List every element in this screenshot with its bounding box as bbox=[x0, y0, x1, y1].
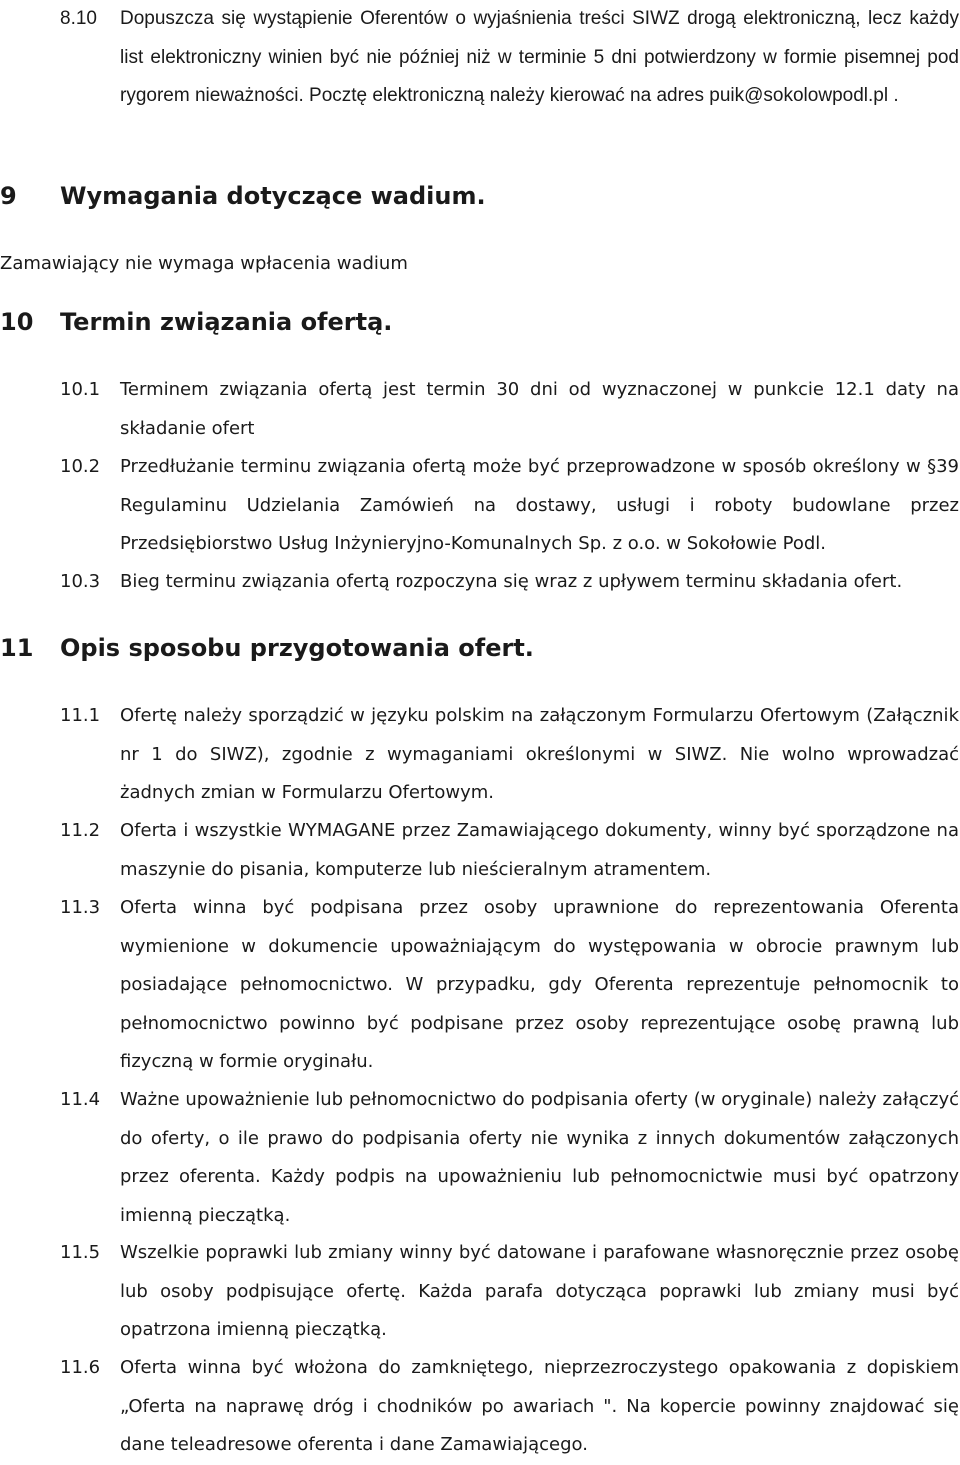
paragraph-text: Wszelkie poprawki lub zmiany winny być datowane i parafowane własnoręcznie przez osobę lub osoby podpisujące ofertę. Każda parafa dotycząca poprawki lub zmiany musi być opatrzona imienną pieczątką. bbox=[120, 1242, 959, 1340]
section-number: 9 bbox=[0, 182, 17, 210]
paragraph-11-4 bbox=[0, 1081, 960, 1236]
section-heading-9 bbox=[0, 180, 486, 212]
paragraph-text: Bieg terminu związania ofertą rozpoczyna się wraz z upływem terminu składania ofert. bbox=[120, 571, 903, 592]
section-heading-10 bbox=[0, 306, 392, 338]
section-number: 11 bbox=[0, 634, 34, 662]
paragraph-8-10 bbox=[0, 0, 960, 155]
paragraph-number: 10.2 bbox=[60, 456, 101, 477]
paragraph-number: 11.1 bbox=[60, 705, 101, 726]
paragraph-number: 11.2 bbox=[60, 820, 101, 841]
paragraph-number: 10.3 bbox=[60, 571, 101, 592]
section-title: Termin związania ofertą. bbox=[60, 308, 393, 336]
paragraph-text: Przedłużanie terminu związania ofertą może być przeprowadzone w sposób określony w §39 Regulaminu Udzielania Zamówień na dostawy, usługi i roboty budowlane przez Przedsiębiorstwo Usług Inżynieryjno-Komunalnych Sp. z o.o. w Sokołowie Podl. bbox=[120, 456, 959, 554]
section-title: Opis sposobu przygotowania ofert. bbox=[60, 634, 534, 662]
section-heading-11 bbox=[0, 632, 534, 664]
paragraph-text: Terminem związania ofertą jest termin 30 dni od wyznaczonej w punkcie 12.1 daty na składanie ofert bbox=[120, 379, 959, 439]
section-number: 10 bbox=[0, 308, 34, 336]
paragraph-text: Ważne upoważnienie lub pełnomocnictwo do podpisania oferty (w oryginale) należy załączyć do oferty, o ile prawo do podpisania oferty nie wynika z innych dokumentów załączonych przez oferenta. Każdy podpis na upoważnieniu lub pełnomocnictwie musi być opatrzony imienną pieczątką. bbox=[120, 1089, 959, 1226]
paragraph-number: 11.4 bbox=[60, 1089, 101, 1110]
paragraph-11-2 bbox=[0, 812, 960, 892]
paragraph-text: Dopuszcza się wystąpienie Oferentów o wyjaśnienia treści SIWZ drogą elektroniczną, lecz każdy list elektroniczny winien być nie później niż w terminie 5 dni potwierdzony w formie pisemnej pod rygorem nieważności. Pocztę elektroniczną należy kierować na adres puik@sokolowpodl.pl . bbox=[120, 8, 959, 106]
paragraph-number: 11.5 bbox=[60, 1242, 101, 1263]
paragraph-number: 10.1 bbox=[60, 379, 101, 400]
paragraph-number: 8.10 bbox=[60, 8, 97, 29]
paragraph-11-5 bbox=[0, 1234, 960, 1354]
section-title: Wymagania dotyczące wadium. bbox=[60, 182, 486, 210]
paragraph-text: Ofertę należy sporządzić w języku polskim na załączonym Formularzu Ofertowym (Załącznik nr 1 do SIWZ), zgodnie z wymaganiami określonymi w SIWZ. Nie wolno wprowadzać żadnych zmian w Formularzu Ofertowym. bbox=[120, 705, 959, 803]
paragraph-10-3 bbox=[0, 563, 960, 603]
paragraph-11-6 bbox=[0, 1349, 960, 1460]
paragraph-text: Oferta winna być włożona do zamkniętego, nieprzezroczystego opakowania z dopiskiem „Oferta na naprawę dróg i chodników po awariach ". Na kopercie powinny znajdować się dane teleadresowe oferenta i dane Zamawiającego. bbox=[120, 1357, 959, 1455]
paragraph-11-1 bbox=[0, 697, 960, 817]
section-9-text: Zamawiający nie wymaga wpłacenia wadium bbox=[0, 253, 408, 274]
paragraph-11-3 bbox=[0, 889, 960, 1084]
paragraph-10-1 bbox=[0, 371, 960, 451]
paragraph-number: 11.3 bbox=[60, 897, 101, 918]
paragraph-10-2 bbox=[0, 448, 960, 568]
paragraph-text: Oferta winna być podpisana przez osoby uprawnione do reprezentowania Oferenta wymienione w dokumencie upoważniającym do występowania w obrocie prawnym lub posiadające pełnomocnictwo. W przypadku, gdy Oferenta reprezentuje pełnomocnik to pełnomocnictwo powinno być podpisane przez osoby reprezentujące osobę prawną lub fizyczną w formie oryginału. bbox=[120, 897, 959, 1072]
paragraph-number: 11.6 bbox=[60, 1357, 101, 1378]
paragraph-text: Oferta i wszystkie WYMAGANE przez Zamawiającego dokumenty, winny być sporządzone na maszynie do pisania, komputerze lub nieścieralnym atramentem. bbox=[120, 820, 959, 880]
